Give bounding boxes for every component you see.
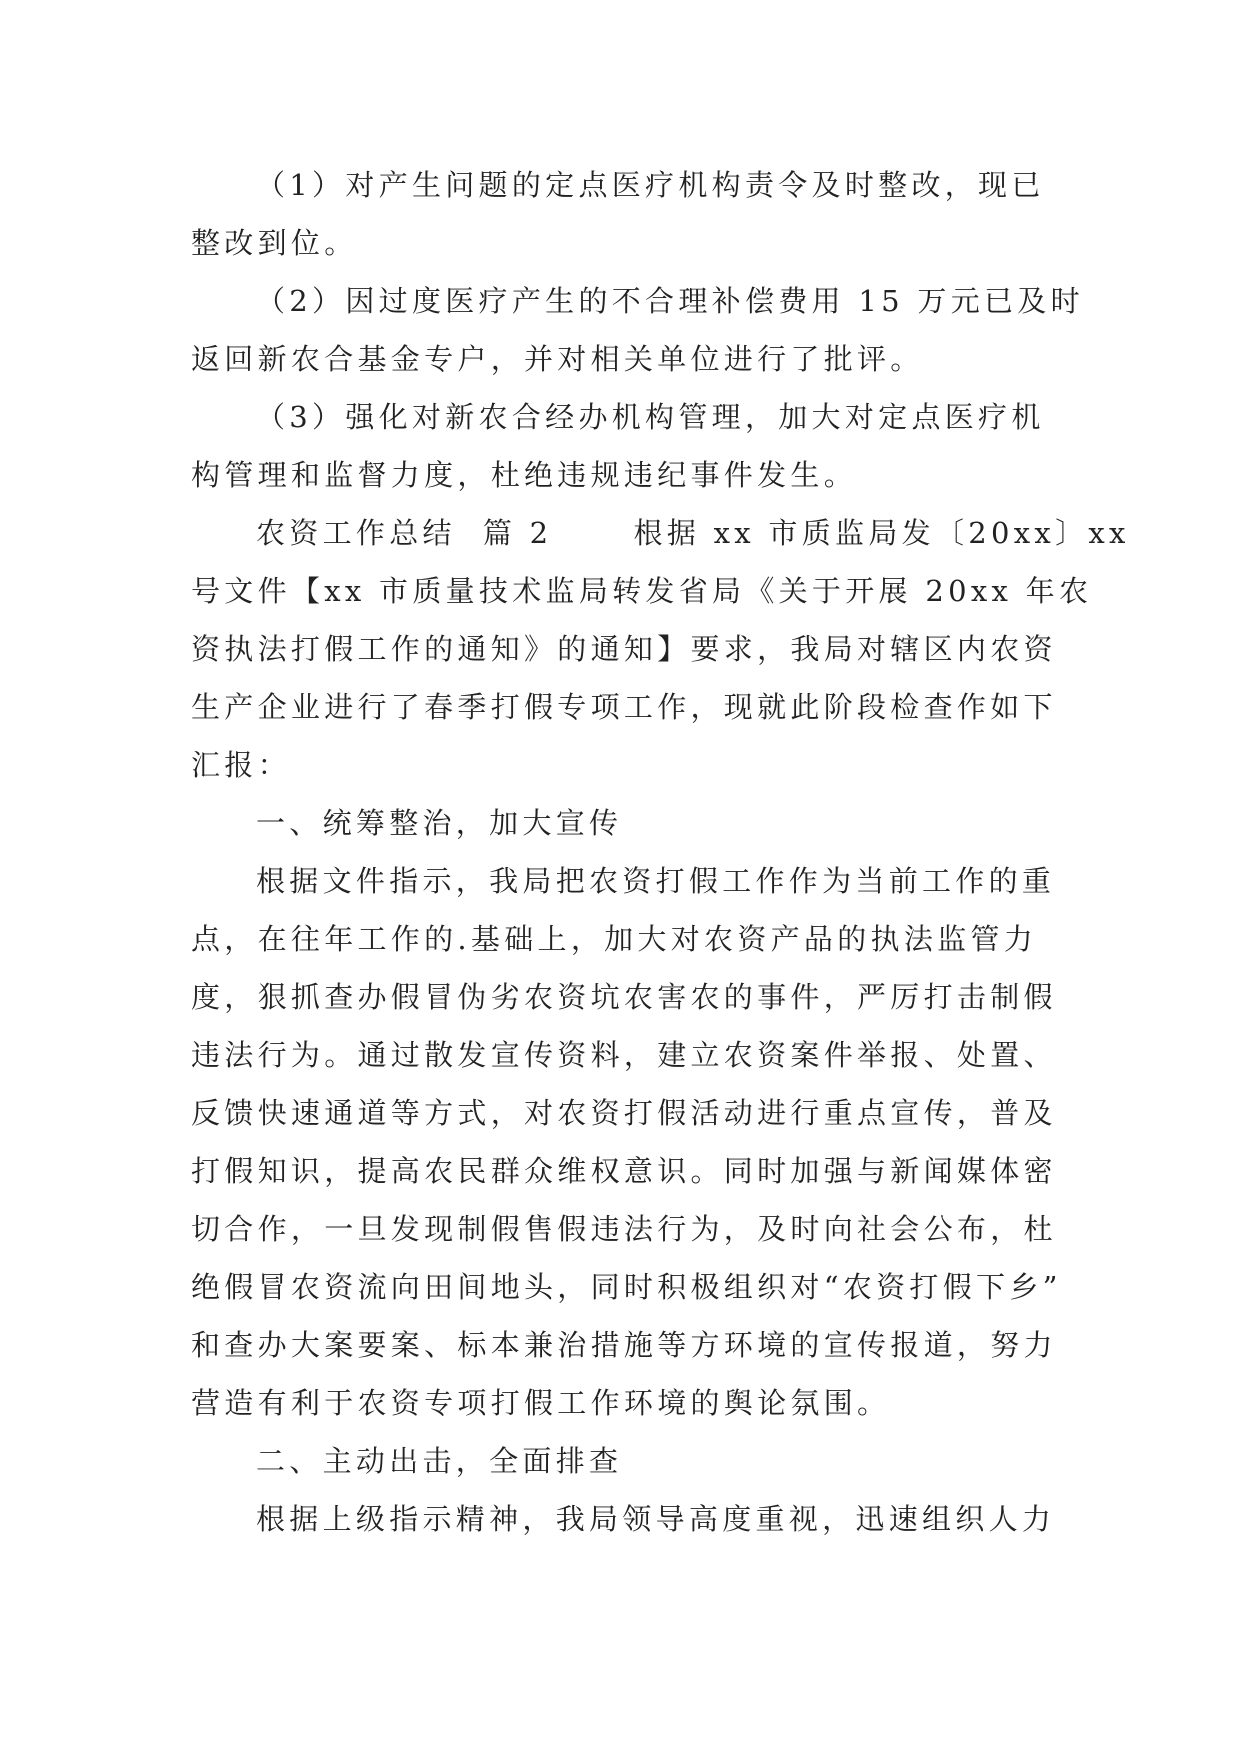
paragraph-line: 整改到位。 <box>191 226 358 260</box>
paragraph-line: 构管理和监督力度，杜绝违规违纪事件发生。 <box>191 458 858 492</box>
paragraph-line: （3）强化对新农合经办机构管理，加大对定点医疗机 <box>256 400 1045 434</box>
paragraph-line: 资执法打假工作的通知》的通知】要求，我局对辖区内农资 <box>191 632 1057 666</box>
paragraph-line: 根据上级指示精神，我局领导高度重视，迅速组织人力 <box>256 1502 1056 1536</box>
paragraph-line: 号文件【xx 市质量技术监局转发省局《关于开展 20xx 年农 <box>191 574 1093 608</box>
paragraph-line: 返回新农合基金专户，并对相关单位进行了批评。 <box>191 342 924 376</box>
paragraph-line: 生产企业进行了春季打假专项工作，现就此阶段检查作如下 <box>191 690 1057 724</box>
paragraph-line: （2）因过度医疗产生的不合理补偿费用 15 万元已及时 <box>256 284 1084 318</box>
paragraph-line: 打假知识，提高农民群众维权意识。同时加强与新闻媒体密 <box>191 1154 1057 1188</box>
paragraph-line: 根据文件指示，我局把农资打假工作作为当前工作的重 <box>256 864 1056 898</box>
paragraph-line: 汇报： <box>191 748 291 782</box>
section-heading: 二、主动出击，全面排查 <box>256 1444 623 1478</box>
section-heading: 一、统筹整治，加大宣传 <box>256 806 623 840</box>
paragraph-line: 绝假冒农资流向田间地头，同时积极组织对“农资打假下乡” <box>191 1270 1062 1304</box>
paragraph-line: 营造有利于农资专项打假工作环境的舆论氛围。 <box>191 1386 891 1420</box>
paragraph-line: 反馈快速通道等方式，对农资打假活动进行重点宣传，普及 <box>191 1096 1057 1130</box>
paragraph-line: （1）对产生问题的定点医疗机构责令及时整改，现已 <box>256 168 1045 202</box>
paragraph-line: 切合作，一旦发现制假售假违法行为，及时向社会公布，杜 <box>191 1212 1057 1246</box>
paragraph-line: 点，在往年工作的.基础上，加大对农资产品的执法监管力 <box>191 922 1038 956</box>
paragraph-line: 和查办大案要案、标本兼治措施等方环境的宣传报道，努力 <box>191 1328 1057 1362</box>
paragraph-line: 度，狠抓查办假冒伪劣农资坑农害农的事件，严厉打击制假 <box>191 980 1057 1014</box>
section-heading-line: 农资工作总结 篇 2 根据 xx 市质监局发〔20xx〕xx <box>256 516 1130 550</box>
paragraph-line: 违法行为。通过散发宣传资料，建立农资案件举报、处置、 <box>191 1038 1057 1072</box>
